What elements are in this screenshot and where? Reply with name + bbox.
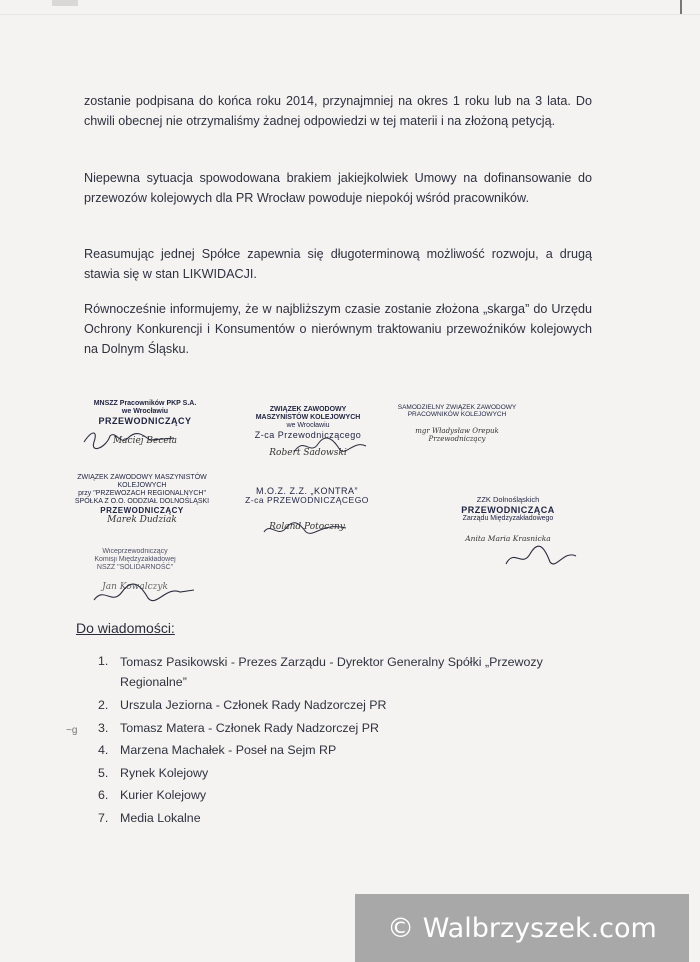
scan-mark-vertical — [680, 0, 682, 14]
stamp-signatory: Roland Potoczny — [269, 522, 345, 533]
list-item — [98, 650, 598, 694]
stamp-signatory: Maciej Beceła — [112, 436, 178, 447]
stamp-city: we Wrocławiu — [286, 422, 330, 430]
list-item — [98, 739, 598, 762]
stamp-org: przy "PRZEWOZACH REGIONALNYCH" — [78, 490, 206, 498]
list-text: Rynek Kolejowy — [120, 765, 209, 780]
list-item — [98, 717, 598, 740]
stamp-role: Z-ca PRZEWODNICZĄCEGO — [245, 495, 369, 506]
list-item — [98, 784, 598, 807]
list-item — [98, 762, 598, 785]
stamp-org: KOLEJOWYCH — [117, 482, 167, 490]
stamp-role: Wiceprzewodniczący — [102, 548, 168, 555]
list-text: Kurier Kolejowy — [120, 788, 207, 802]
watermark-text: © Walbrzyszek.com — [387, 912, 657, 944]
stamp-zzk — [418, 496, 598, 544]
stamp-org: Komisji Międzyzakładowej — [94, 556, 176, 564]
list-number: 6. — [98, 788, 109, 802]
stamp-org: M.O.Z. Z.Z. „KONTRA” — [256, 486, 358, 496]
recipients-heading: Do wiadomości: — [76, 620, 175, 636]
stamp-org: ZZK Dolnośląskich — [476, 495, 540, 504]
stamp-org: PRACOWNIKÓW KOLEJOWYCH — [407, 411, 507, 419]
watermark — [355, 894, 689, 962]
stamp-org: MNSZZ Pracowników PKP S.A. — [93, 400, 197, 407]
list-number: 5. — [98, 765, 109, 780]
stamp-org: ZWIĄZEK ZAWODOWY — [269, 406, 347, 413]
signature-scribble — [500, 544, 580, 574]
list-item — [98, 807, 598, 830]
stamp-zzmk — [228, 406, 388, 459]
list-text: Tomasz Pasikowski - Prezes Zarządu - Dyrektor Generalny Spółki „Przewozy Regionalne” — [120, 655, 543, 689]
list-text: Tomasz Matera - Członek Rady Nadzorczej PR — [120, 720, 379, 735]
stamp-signatory: Marek Dudziak — [107, 515, 177, 526]
stamp-org: Zarządu Międzyzakładowego — [462, 514, 554, 522]
stamp-role: Z-ca Przewodniczącego — [254, 430, 362, 441]
paragraph-3: Reasumując jednej Spółce zapewnia się długoterminową możliwość rozwoju, a drugą stawia się w stan LIKWIDACJI. — [84, 247, 592, 281]
paragraph-1: zostanie podpisana do końca roku 2014, przynajmniej na okres 1 roku lub na 3 lata. Do chwili obecnej nie otrzymaliśmy żadnej odpowiedzi w tej materii i na złożoną petycją. — [84, 94, 592, 128]
stamp-role: PRZEWODNICZĄCY — [100, 506, 184, 516]
stamp-zzmk-pr — [62, 474, 222, 526]
stamp-szzpk — [392, 404, 522, 443]
list-number: 1. — [98, 654, 109, 668]
stamp-org: SAMODZIELNY ZWIĄZEK ZAWODOWY — [397, 404, 517, 411]
list-number: 4. — [98, 743, 109, 757]
scan-mark — [52, 0, 78, 6]
stamp-mnszz — [70, 400, 220, 447]
stamp-org: ZWIĄZEK ZAWODOWY MASZYNISTÓW — [77, 474, 207, 481]
stamp-org: NSZZ "SOLIDARNOŚĆ" — [96, 564, 174, 572]
list-number: 2. — [98, 698, 109, 712]
list-text: Media Lokalne — [120, 810, 201, 825]
stamp-role: Przewodniczący — [428, 434, 486, 443]
paragraph-4: Równocześnie informujemy, że w najbliższym czasie zostanie złożona „skarga” do Urzędu Ochrony Konkurencji i Konsumentów o nierównym traktowaniu przewoźników kolejowych na Dolnym Śląsku. — [84, 302, 592, 356]
stamp-role: PRZEWODNICZĄCA — [461, 504, 555, 515]
list-text: Urszula Jeziorna - Członek Rady Nadzorczej PR — [120, 698, 387, 712]
stamp-city: we Wrocławiu — [121, 408, 169, 416]
list-number: 3. — [98, 720, 109, 735]
list-text: Marzena Machałek - Poseł na Sejm RP — [120, 743, 337, 757]
stamp-solidarnosc — [60, 548, 210, 592]
stamp-signatory: Jan Kowalczyk — [102, 582, 168, 593]
stamp-org: SPÓŁKA Z O.O. ODDZIAŁ DOLNOŚLĄSKI — [74, 498, 210, 506]
paragraph-2: Niepewna sytuacja spowodowana brakiem jakiejkolwiek Umowy na dofinansowanie do przewozów kolejowych dla PR Wrocław powoduje niepokój wśród pracowników. — [84, 171, 592, 205]
recipients-list — [98, 650, 598, 829]
stamp-org: MASZYNISTÓW KOLEJOWYCH — [255, 414, 361, 422]
page-top-edge — [0, 0, 700, 15]
list-number: 7. — [98, 810, 109, 825]
list-item — [98, 694, 598, 717]
stamp-signatory: mgr Władysław Orepuk — [415, 426, 499, 435]
margin-mark: ~g — [66, 725, 78, 736]
stamp-signatory: Robert Sadowski — [269, 448, 347, 459]
stamp-signatory: Anita Maria Krasnicka — [465, 534, 551, 544]
stamp-role: PRZEWODNICZĄCY — [98, 416, 192, 427]
stamp-kontra — [222, 486, 392, 532]
